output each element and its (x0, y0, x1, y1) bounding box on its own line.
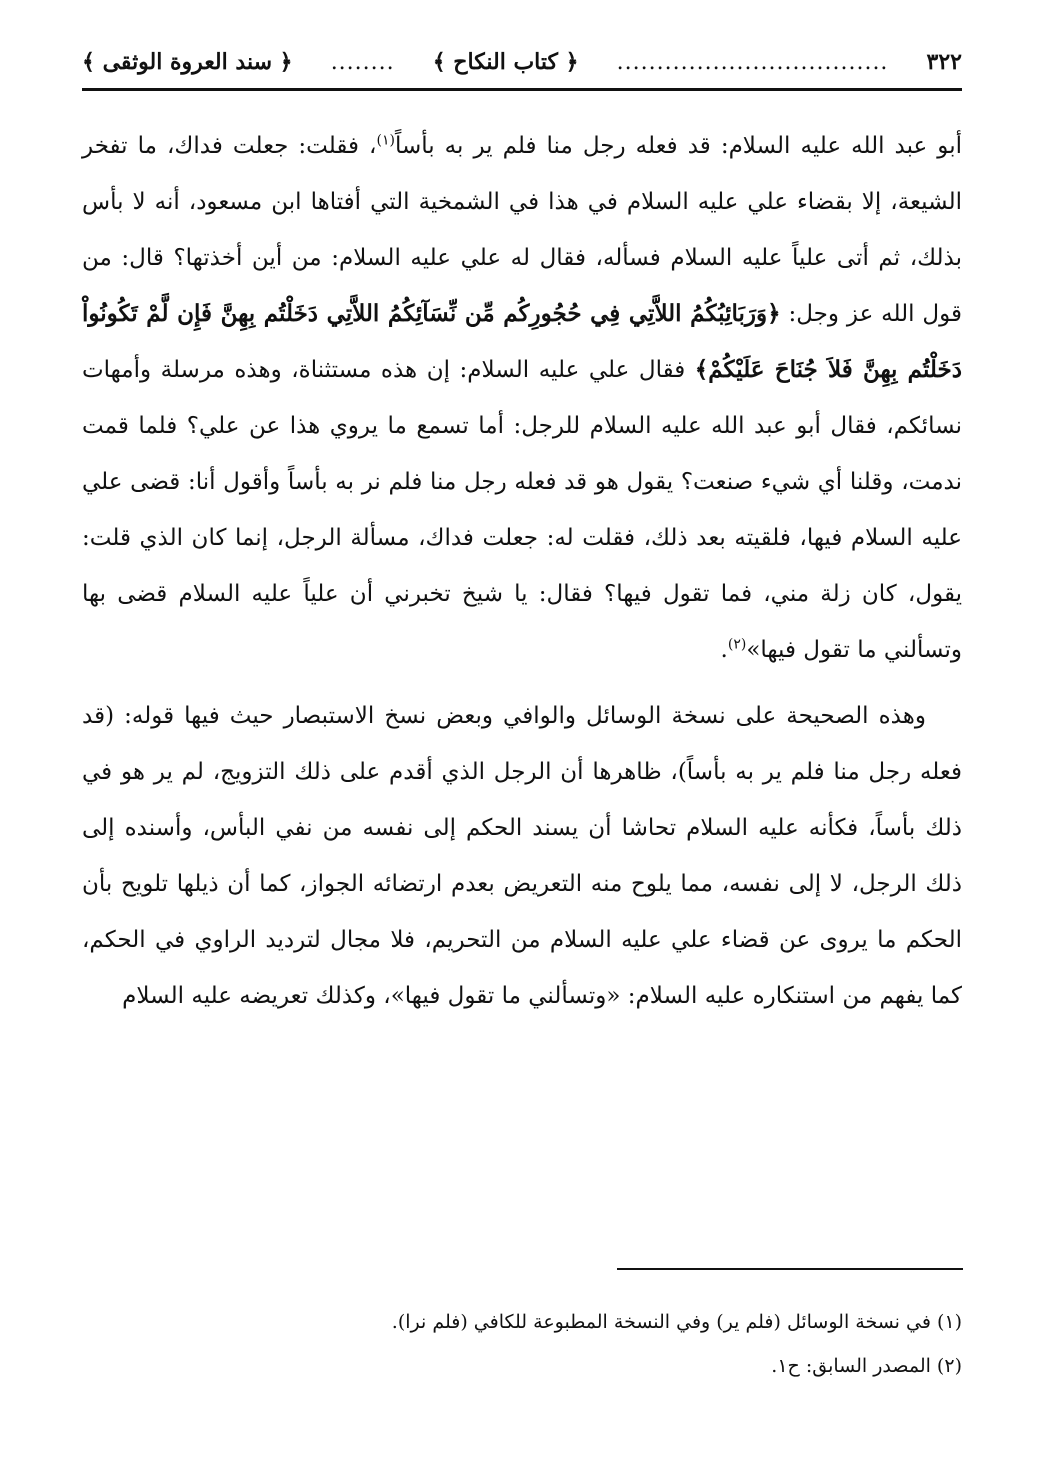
quran-verse: ﴿وَرَبَائِبُكُمُ اللاَّتِي فِي حُجُورِكُم مِّن نِّسَآئِكُمُ اللاَّتِي دَخَلْتُم بِهِنَّ فَإِن لَّمْ تَكُونُواْ دَخَلْتُم بِهِنَّ فَلاَ جُنَاحَ عَلَيْكُمْ﴾ (82, 300, 963, 383)
footnote-rule (617, 1268, 963, 1270)
chapter-title: ﴿ كتاب النكاح ﴾ (432, 49, 579, 75)
footnotes (82, 1300, 962, 1388)
footnote-2: (٢) المصدر السابق: ح١. (771, 1355, 962, 1377)
main-text (82, 118, 962, 1024)
page-number: ٣٢٢ (926, 49, 962, 75)
header-dots-long: .................................. (616, 49, 889, 75)
paragraph-1-part-a: أبو عبد الله عليه السلام: قد فعله رجل منا فلم ير به بأساً (394, 133, 962, 159)
footnote-1: (١) في نسخة الوسائل (فلم ير) وفي النسخة المطبوعة للكافي (فلم نرا). (391, 1311, 962, 1333)
paragraph-2: وهذه الصحيحة على نسخة الوسائل والوافي وبعض نسخ الاستبصار حيث فيها قوله: (قد فعله رجل منا فلم ير به بأساً)، ظاهرها أن الرجل الذي أقدم على ذلك التزويج، لم ير هو في ذلك بأساً، فكأنه عليه السلام تحاشا أن يسند الحكم إلى نفسه من نفي البأس، وأسنده إلى ذلك الرجل، لا إلى نفسه، مما يلوح منه التعريض بعدم ارتضائه الجواز، كما أن ذيلها تلويح بأن الحكم ما يروى عن قضاء علي عليه السلام من التحريم، فلا مجال لترديد الراوي في الحكم، كما يفهم من استنكاره عليه السلام: «وتسألني ما تقول فيها»، وكذلك تعريضه عليه السلام (82, 703, 962, 1009)
paragraph-1-part-b: ، فقلت: جعلت فداك، ما تفخر الشيعة، إلا بقضاء علي عليه السلام في هذا في الشمخية التي أفتاها ابن مسعود، أنه لا بأس بذلك، ثم أتى علياً عليه السلام فسأله، فقال له علي عليه السلام: من أين أخذتها؟ قال: من قول الله عز وجل: (82, 133, 962, 327)
footnote-ref-1: (١) (376, 132, 395, 149)
paragraph-1 (82, 118, 962, 678)
book-title: ﴿ سند العروة الوثقى ﴾ (82, 49, 293, 75)
header-rule (82, 88, 962, 91)
paragraph-1-end: . (720, 637, 728, 663)
footnote-ref-2: (٢) (727, 636, 747, 653)
header-dots-short: ........ (330, 49, 395, 75)
paragraph-1-part-c: فقال علي عليه السلام: إن هذه مستثناة، وهذه مرسلة وأمهات نسائكم، فقال أبو عبد الله عليه السلام للرجل: أما تسمع ما يروي هذا عن علي؟ فلما قمت ندمت، وقلنا أي شيء صنعت؟ يقول هو قد فعله رجل منا فلم نر به بأساً وأقول أنا: قضى علي عليه السلام فيها، فلقيته بعد ذلك، فقلت له: جعلت فداك، مسألة الرجل، إنما كان الذي قلت: يقول، كان زلة مني، فما تقول فيها؟ فقال: يا شيخ تخبرني أن علياً عليه السلام قضى بها وتسألني ما تقول فيها» (82, 357, 962, 663)
running-header (82, 40, 962, 84)
